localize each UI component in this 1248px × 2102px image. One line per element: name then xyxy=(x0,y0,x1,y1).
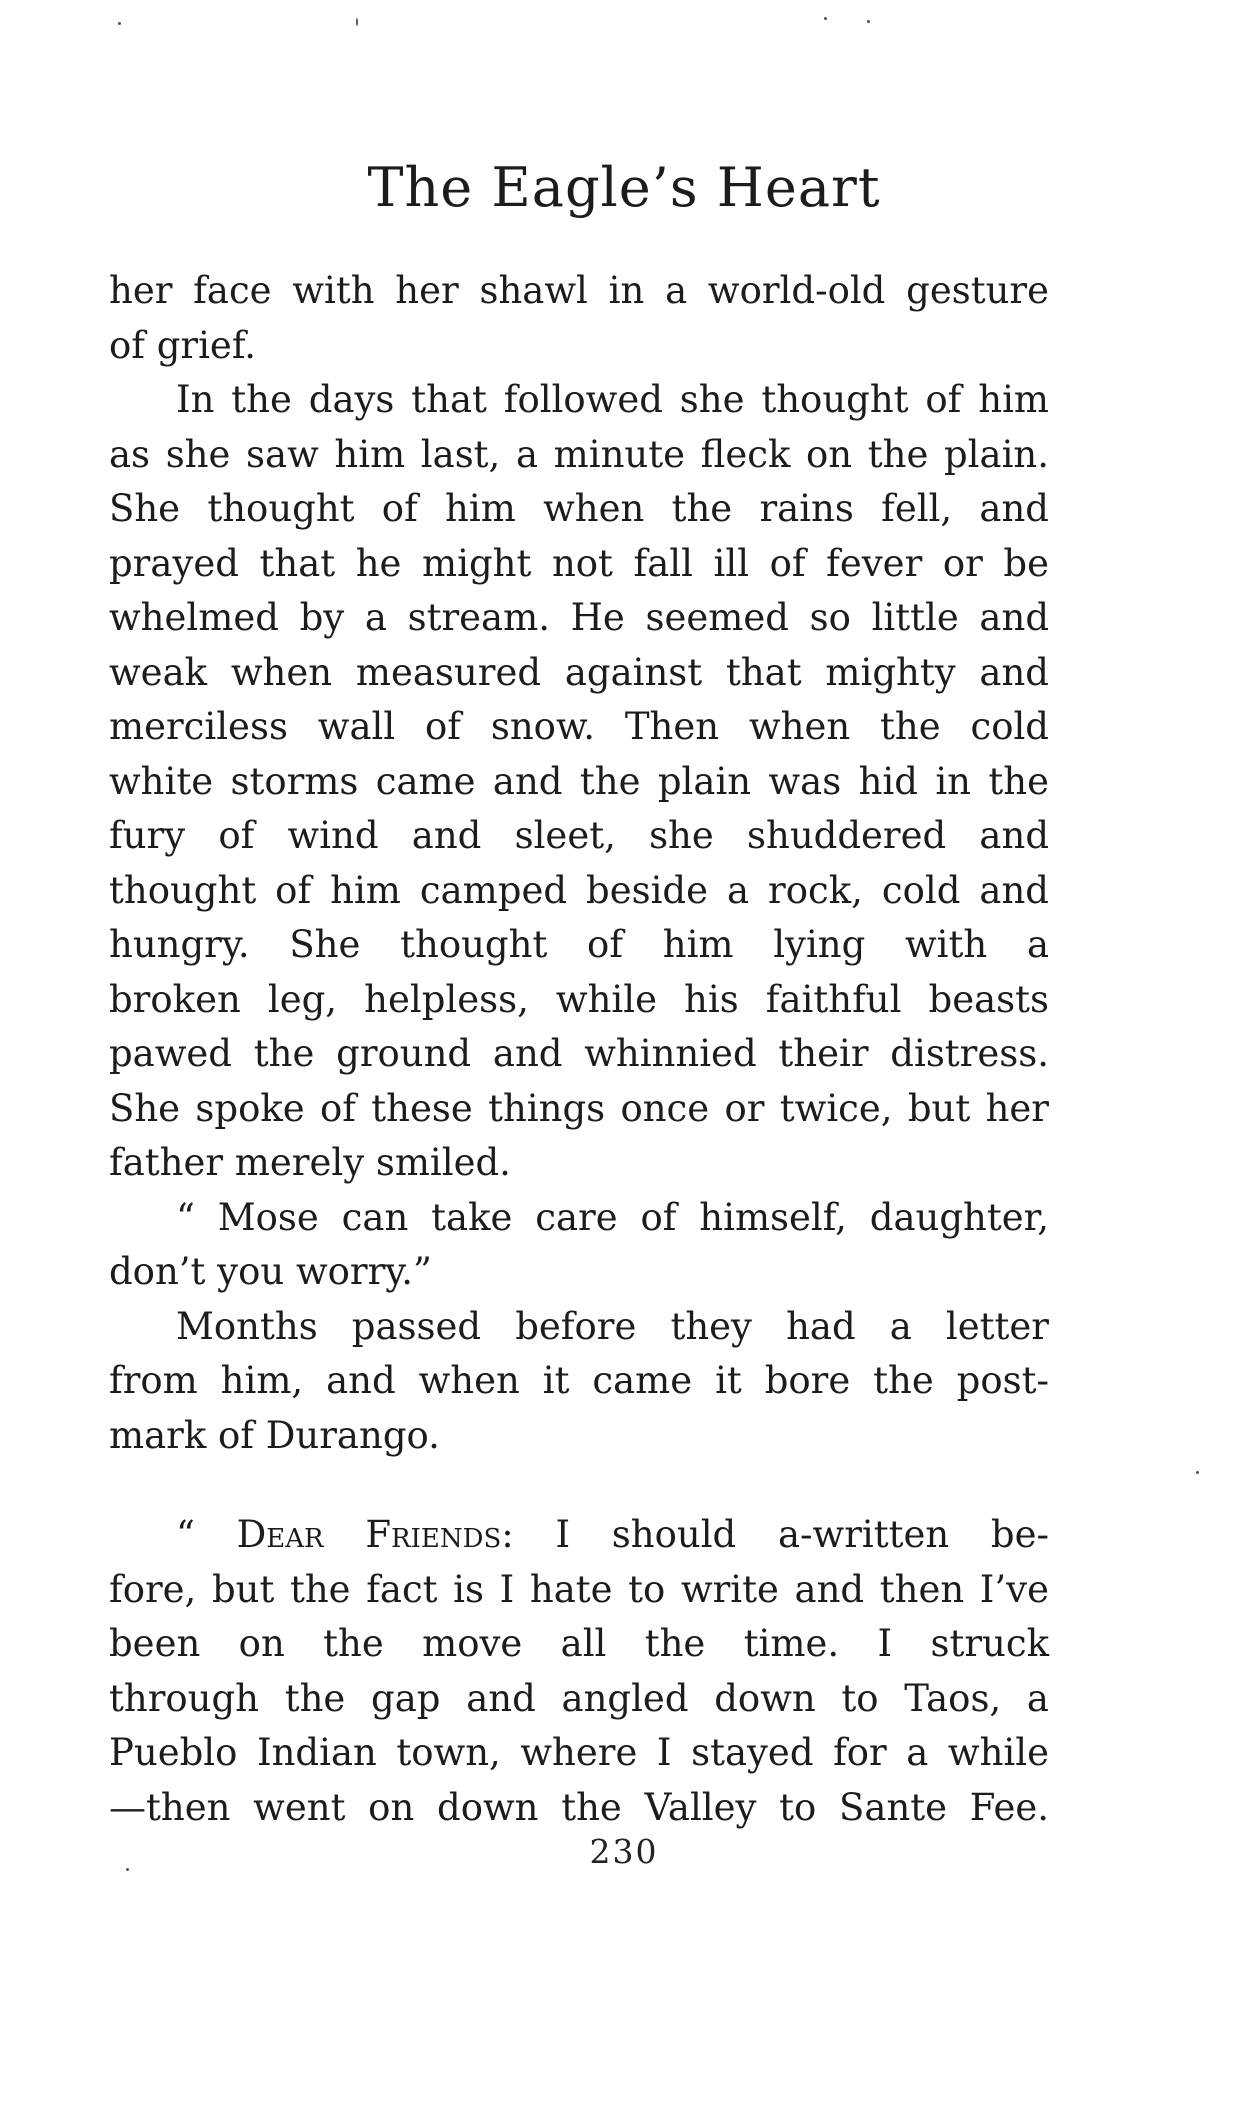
text-line: whelmed by a stream. He seemed so little and xyxy=(109,596,1049,639)
text-line: Months passed before they had a letter xyxy=(176,1304,1049,1348)
text-line: don’t you worry.” xyxy=(109,1250,432,1293)
text-line: broken leg, helpless, while his faithful beasts xyxy=(109,977,1049,1021)
letter-salutation: “ Dear Friends: xyxy=(176,1513,514,1556)
text-line: father merely smiled. xyxy=(109,1141,511,1184)
letter-first-line xyxy=(109,1508,1049,1563)
text-line: white storms came and the plain was hid in the xyxy=(109,759,1049,803)
page-body xyxy=(109,264,1049,1463)
scan-speck xyxy=(1196,1471,1199,1474)
text-line: merciless wall of snow. Then when the cold xyxy=(109,705,1049,748)
scan-speck xyxy=(356,18,358,26)
text-line: of grief. xyxy=(109,323,256,367)
text-line: “ Mose can take care of himself, daughter, xyxy=(176,1195,1049,1239)
text-line: as she saw him last, a minute fleck on the plain. xyxy=(109,432,1049,476)
running-title: The Eagle’s Heart xyxy=(367,156,881,219)
text-line: been on the move all the time. I struck xyxy=(109,1622,1049,1665)
letter-block xyxy=(109,1508,1049,1835)
page-number: 230 xyxy=(589,1832,659,1871)
text-line: thought of him camped beside a rock, cold and xyxy=(109,868,1049,912)
text-line: She thought of him when the rains fell, and xyxy=(109,487,1049,530)
text-line: hungry. She thought of him lying with a xyxy=(109,923,1049,966)
text-line: —then went on down the Valley to Sante Fee. xyxy=(109,1785,1049,1829)
text-line: prayed that he might not fall ill of fever or be xyxy=(109,541,1049,585)
scan-speck xyxy=(824,17,827,20)
text-line: Pueblo Indian town, where I stayed for a while xyxy=(109,1731,1049,1774)
text-line: pawed the ground and whinnied their distress. xyxy=(109,1032,1049,1075)
text-line: from him, and when it came it bore the post- xyxy=(109,1359,1049,1402)
text-line: through the gap and angled down to Taos, a xyxy=(109,1676,1049,1720)
scan-speck xyxy=(867,20,870,23)
letter-first-line-text: I should a-written be- xyxy=(513,1513,1049,1556)
text-line: her face with her shawl in a world-old gesture xyxy=(109,269,1049,312)
text-line: She spoke of these things once or twice, but her xyxy=(109,1086,1049,1130)
text-line: fury of wind and sleet, she shuddered and xyxy=(109,814,1049,857)
text-line: fore, but the fact is I hate to write and then I’ve xyxy=(109,1567,1049,1611)
text-line: mark of Durango. xyxy=(109,1413,440,1457)
text-line: In the days that followed she thought of him xyxy=(176,378,1049,421)
scan-speck xyxy=(118,22,121,25)
text-line: weak when measured against that mighty and xyxy=(109,650,1049,694)
